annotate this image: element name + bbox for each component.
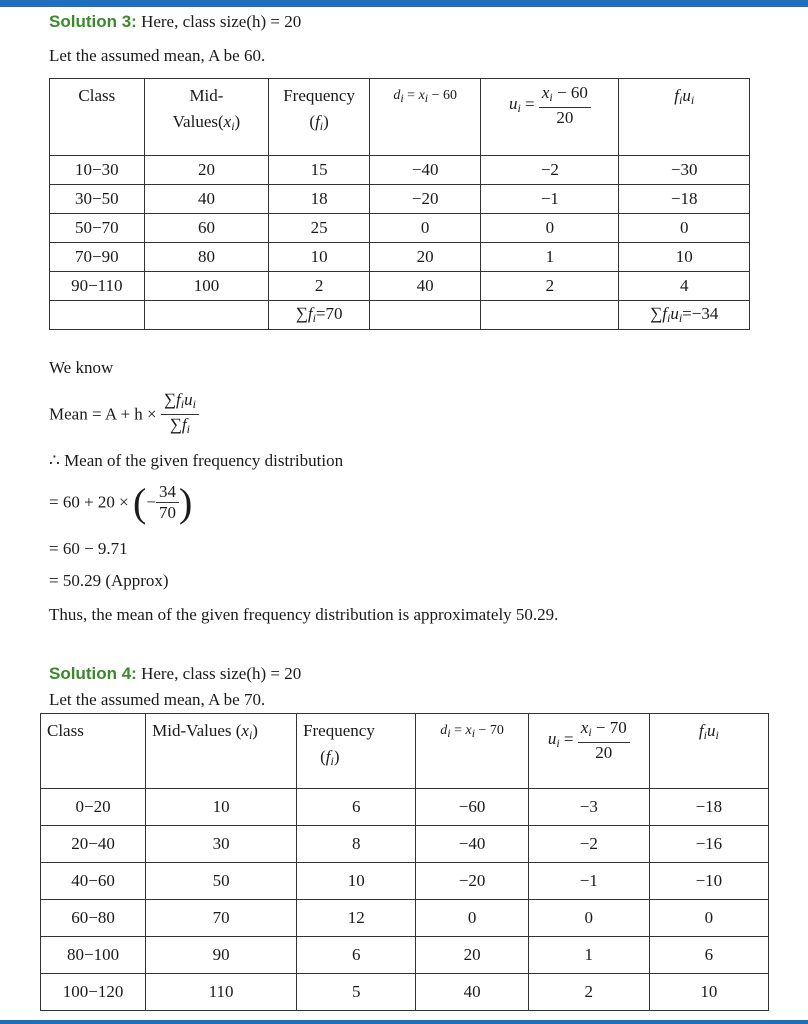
table-cell: 10 [297, 863, 416, 900]
table-header-row [41, 714, 769, 789]
table-cell: 30−50 [50, 185, 145, 214]
table-cell: −60 [416, 789, 528, 826]
table-row [41, 937, 769, 974]
header-u: $u_i$ = $\frac{x_i - 60}{20}$ [481, 79, 619, 156]
solution-3-class-size: Here, class size(h) = 20 [141, 12, 302, 31]
table-cell: 6 [649, 937, 768, 974]
table-cell: 8 [297, 826, 416, 863]
header-mid-values: Mid-Values $(x_i)$ [146, 714, 297, 789]
table-cell: 20 [416, 937, 528, 974]
table-cell: 0−20 [41, 789, 146, 826]
table-cell: 40 [144, 185, 269, 214]
table-cell: 80 [144, 243, 269, 272]
table-row [50, 156, 750, 185]
table-row [41, 826, 769, 863]
table-cell: 5 [297, 974, 416, 1011]
table-cell: 40 [416, 974, 528, 1011]
header-u: $u_i$ = $\frac{x_i - 70}{20}$ [528, 714, 649, 789]
table-cell: −2 [528, 826, 649, 863]
table-header-row [50, 79, 750, 156]
header-deviation: di = xi − 70 [416, 714, 528, 789]
table-cell: −1 [481, 185, 619, 214]
table-cell: −3 [528, 789, 649, 826]
table-cell: 50−70 [50, 214, 145, 243]
table-cell: 12 [297, 900, 416, 937]
table-cell: 1 [528, 937, 649, 974]
solution-3-table [49, 78, 750, 330]
conclusion-text: Thus, the mean of the given frequency distribution is approximately 50.29. [49, 605, 559, 624]
mean-formula: Mean = A + h × $\frac{\sum f_iu_i}{\sum f_i}$ [49, 390, 199, 439]
table-cell: 10−30 [50, 156, 145, 185]
solution-4-assumed-mean: Let the assumed mean, A be 70. [49, 690, 266, 709]
table-cell: 15 [269, 156, 370, 185]
table-row [41, 974, 769, 1011]
bottom-accent-bar [0, 1020, 808, 1024]
table-cell: −1 [528, 863, 649, 900]
table-cell: −30 [619, 156, 750, 185]
table-cell: 30 [146, 826, 297, 863]
table-cell: −20 [370, 185, 481, 214]
table-cell: 20−40 [41, 826, 146, 863]
table-cell: 2 [269, 272, 370, 301]
table-cell: −40 [416, 826, 528, 863]
calc-step-2: = 60 − 9.71 [49, 539, 128, 558]
header-fu: $f_iu_i$ [619, 79, 750, 156]
table-row [50, 272, 750, 301]
calc-step-1: = 60 + 20 × (− $\frac{34}{70}$ ) [49, 479, 193, 525]
table-cell: −18 [649, 789, 768, 826]
table-cell: 10 [619, 243, 750, 272]
table-cell: 90−110 [50, 272, 145, 301]
table-cell: −18 [619, 185, 750, 214]
total-frequency: $\sum f_i=70$ [269, 301, 370, 330]
table-cell: 18 [269, 185, 370, 214]
table-row [41, 863, 769, 900]
table-cell: 40−60 [41, 863, 146, 900]
table-cell: 0 [619, 214, 750, 243]
table-cell: 0 [528, 900, 649, 937]
table-cell: 20 [144, 156, 269, 185]
table-cell: 0 [481, 214, 619, 243]
solution-4-table [40, 713, 769, 1011]
table-row [50, 243, 750, 272]
table-cell: −20 [416, 863, 528, 900]
table-row [41, 789, 769, 826]
table-cell: 20 [370, 243, 481, 272]
solution-3-assumed-mean: Let the assumed mean, A be 60. [49, 46, 266, 65]
table-cell: 60−80 [41, 900, 146, 937]
table-cell: 80−100 [41, 937, 146, 974]
table-row [50, 214, 750, 243]
table-cell: 70 [146, 900, 297, 937]
table-cell: 6 [297, 789, 416, 826]
table-cell: 10 [269, 243, 370, 272]
table-cell: 2 [528, 974, 649, 1011]
table-cell: 40 [370, 272, 481, 301]
table-cell: 110 [146, 974, 297, 1011]
table-cell: 1 [481, 243, 619, 272]
calc-step-3: = 50.29 (Approx) [49, 571, 169, 590]
table-cell: 0 [370, 214, 481, 243]
table-cell: −40 [370, 156, 481, 185]
we-know-text: We know [49, 358, 114, 377]
total-fu: $\sum f_iu_i=-34$ [619, 301, 750, 330]
table-cell: 60 [144, 214, 269, 243]
table-cell: 10 [146, 789, 297, 826]
solution-3-heading: Solution 3: [49, 12, 137, 31]
solution-4-heading: Solution 4: [49, 664, 137, 683]
solution-4-class-size: Here, class size(h) = 20 [141, 664, 302, 683]
therefore-text: ∴ Mean of the given frequency distribution [49, 451, 344, 470]
header-fu: $f_iu_i$ [649, 714, 768, 789]
header-mid-values: Mid- $Values(x_i)$ [144, 79, 269, 156]
table-cell: 2 [481, 272, 619, 301]
table-cell: 70−90 [50, 243, 145, 272]
header-deviation: di = xi − 60 [370, 79, 481, 156]
table-cell: 90 [146, 937, 297, 974]
table-cell: −2 [481, 156, 619, 185]
table-cell: −16 [649, 826, 768, 863]
table-cell: 25 [269, 214, 370, 243]
table-cell: 0 [416, 900, 528, 937]
header-class: Class [41, 714, 146, 789]
table-cell: 4 [619, 272, 750, 301]
table-cell: 50 [146, 863, 297, 900]
solution-3-intro [49, 12, 301, 32]
solution-4-intro [49, 664, 301, 684]
table-row [41, 900, 769, 937]
header-frequency: Frequency $(f_i)$ [297, 714, 416, 789]
table-cell: 10 [649, 974, 768, 1011]
table-total-row [50, 301, 750, 330]
table-row [50, 185, 750, 214]
header-class: Class [50, 79, 145, 156]
table-cell: −10 [649, 863, 768, 900]
top-accent-bar [0, 0, 808, 7]
table-cell: 6 [297, 937, 416, 974]
header-frequency: Frequency $(f_i)$ [269, 79, 370, 156]
table-cell: 0 [649, 900, 768, 937]
table-cell: 100 [144, 272, 269, 301]
table-cell: 100−120 [41, 974, 146, 1011]
